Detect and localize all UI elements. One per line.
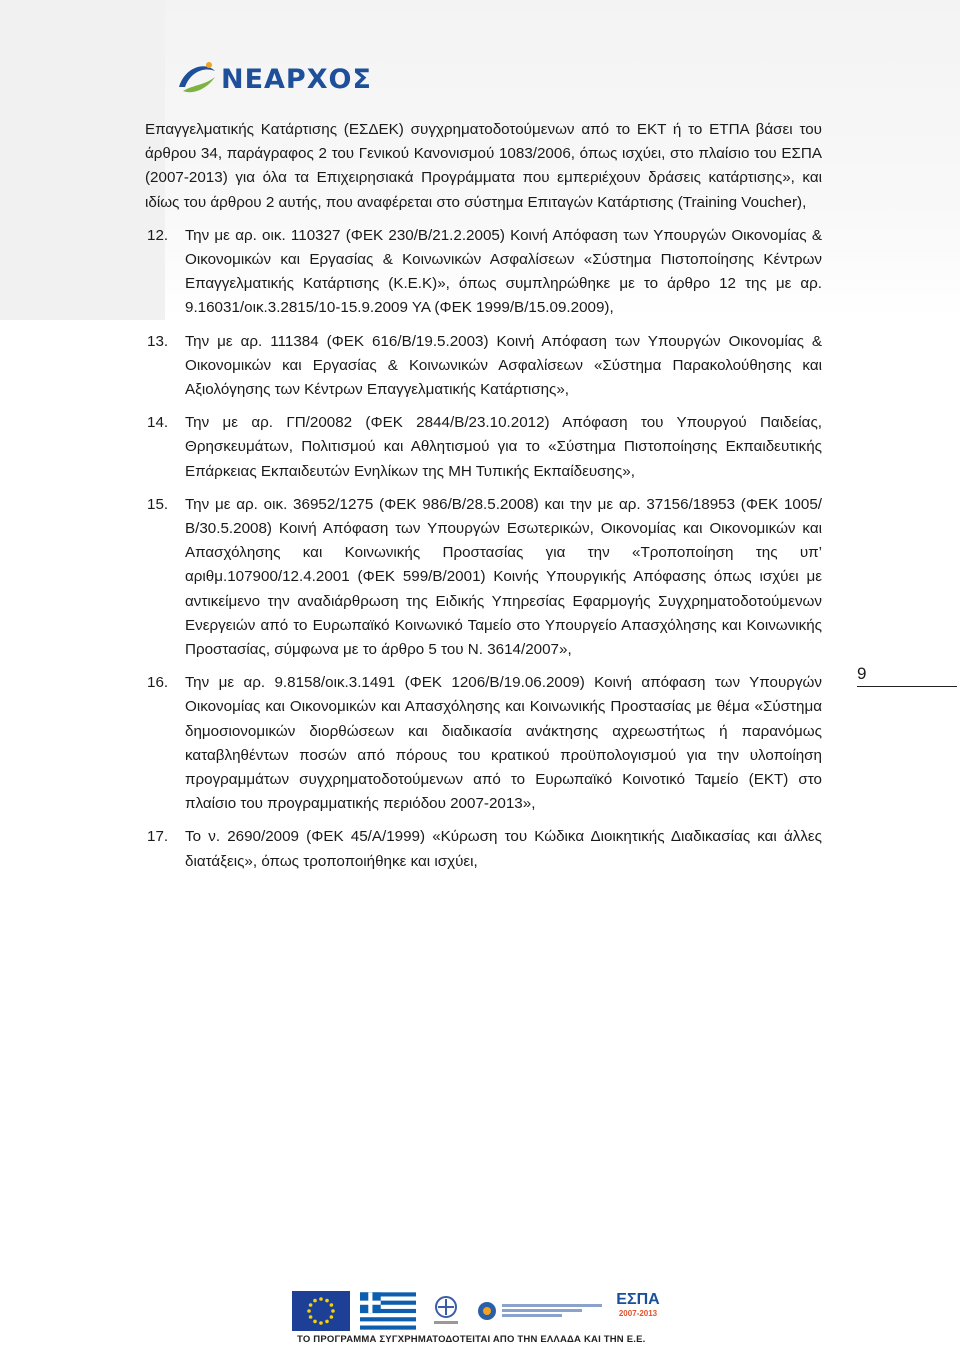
nearchos-logo: [175, 55, 372, 103]
item-number: 15.: [147, 495, 169, 513]
greek-flag-icon: [360, 1292, 416, 1330]
swoosh-icon: [175, 57, 219, 101]
item-number: 13.: [147, 332, 169, 350]
item-text: Την με αρ. ΓΠ/20082 (ΦΕΚ 2844/Β/23.10.2012) Απόφαση του Υπουργού Παιδείας, Θρησκευμάτων, Πολιτισμού και Αθλητισμού για το «Σύστημα Πιστοποίησης Εκπαιδευτικής Επάρκειας Εκπαιδευτών Ενηλίκων της ΜΗ Τυπικής Εκπαίδευσης»,: [185, 414, 822, 480]
list-item: [145, 825, 822, 873]
item-number: 17.: [147, 828, 169, 846]
item-number: 12.: [147, 226, 169, 244]
programme-icon: [476, 1300, 498, 1322]
list-item: [145, 330, 822, 403]
item-text: Την με αρ. 9.8158/οικ.3.1491 (ΦΕΚ 1206/Β/19.06.2009) Κοινή απόφαση των Υπουργών Οικονομίας και Οικονομικών και Απασχόλησης και Κοινωνικής Προστασίας με θέμα «Σύστημα δημοσιονομικών διορθώσεων και διαδικασία ανάκτησης αχρεωστήτως ή παρανόμως καταβληθέντων ποσών από πόρους του κρατικού προϋπολογισμού για την υλοποίηση προγραμμάτων συγχρηματοδοτούμενων από το Ευρωπαϊκό Κοινοτικό Ταμείο (ΕΚΤ) στο πλαίσιο του προγραμματικής περιόδου 2007-2013»,: [185, 674, 822, 813]
footer-caption: ΤΟ ΠΡΟΓΡΑΜΜΑ ΣΥΓΧΡΗΜΑΤΟΔΟΤΕΙΤΑΙ ΑΠΟ ΤΗΝ ΕΛΛΑΔΑ ΚΑΙ ΤΗΝ Ε.Ε.: [297, 1334, 646, 1345]
eu-flag-icon: [292, 1291, 350, 1331]
item-text: Την με αρ. οικ. 36952/1275 (ΦΕΚ 986/Β/28.5.2008) και την με αρ. 37156/18953 (ΦΕΚ 1005/Β/30.5.2008) Κοινή Απόφαση των Υπουργών Εσωτερικών, Οικονομίας και Οικονομικών και Απασχόλησης και Κοινωνικής Προστασίας για την «Τροποποίηση της υπ’ αριθμ.107900/12.4.2001 (ΦΕΚ 599/Β/2001) Κοινής Υπουργικής Απόφασης όπως ισχύει με αντικείμενο την αναδιάρθρωση της Ειδικής Υπηρεσίας Εφαρμογής Συγχρηματοδοτούμενων Ενεργειών από το Ευρωπαϊκό Κοινωνικό Ταμείο στο Υπουργείο Απασχόλησης και Κοινωνικής Προστασίας, σύμφωνα με το άρθρο 5 του Ν. 3614/2007»,: [185, 495, 822, 659]
operational-programme-logo: [476, 1300, 602, 1322]
page-number: 9: [857, 664, 957, 687]
espa-years: 2007-2013: [618, 1308, 658, 1318]
item-text: Την με αρ. οικ. 110327 (ΦΕΚ 230/Β/21.2.2005) Κοινή Απόφαση των Υπουργών Οικονομίας & Οικονομικών και Εργασίας & Κοινωνικών Ασφαλίσεων «Σύστημα Πιστοποίησης Κέντρων Επαγγελματικής Κατάρτισης (Κ.Ε.Κ)», όπως συμπληρώθηκε με το άρθρο 12 της με αρ. 9.16031/οικ.3.2815/10-15.9.2009 ΥΑ (ΦΕΚ 1999/Β/15.09.2009),: [185, 226, 822, 317]
list-item: [145, 224, 822, 321]
ministry-emblem-icon: [426, 1291, 466, 1331]
list-item: [145, 493, 822, 662]
footer-logos: [292, 1288, 664, 1333]
logo-text: ΝΕΑΡΧΟΣ: [221, 63, 372, 95]
espa-logo: [612, 1291, 664, 1331]
espa-label: ΕΣΠΑ: [616, 1290, 660, 1308]
item-number: 16.: [147, 674, 169, 692]
programme-label-lines: [502, 1302, 602, 1319]
item-text: Το ν. 2690/2009 (ΦΕΚ 45/Α/1999) «Κύρωση του Κώδικα Διοικητικής Διαδικασίας και άλλες διατάξεις», όπως τροποποιήθηκε και ισχύει,: [185, 828, 822, 870]
header-side-shade: [0, 0, 165, 320]
document-body: [145, 118, 822, 874]
item-text: Την με αρ. 111384 (ΦΕΚ 616/Β/19.5.2003) Κοινή Απόφαση των Υπουργών Οικονομίας & Οικονομικών και Εργασίας & Κοινωνικών Ασφαλίσεων «Σύστημα Παρακολούθησης και Αξιολόγησης των Κέντρων Επαγγελματικής Κατάρτισης»,: [185, 332, 822, 399]
list-item: [145, 411, 822, 484]
intro-paragraph: Επαγγελματικής Κατάρτισης (ΕΣΔΕΚ) συγχρηματοδοτούμενων από το ΕΚΤ ή το ΕΤΠΑ βάσει του άρθρου 34, παράγραφος 2 του Γενικού Κανονισμού 1083/2006, όπως ισχύει, στο πλαίσιο του ΕΣΠΑ (2007-2013) για όλα τα Επιχειρησιακά Προγράμματα που εμπεριέχουν δράσεις κατάρτισης», και ιδίως του άρθρου 2 αυτής, που αναφέρεται στο σύστημα Επιταγών Κατάρτισης (Training Voucher),: [145, 121, 822, 211]
item-number: 14.: [147, 414, 169, 432]
list-item: [145, 671, 822, 816]
